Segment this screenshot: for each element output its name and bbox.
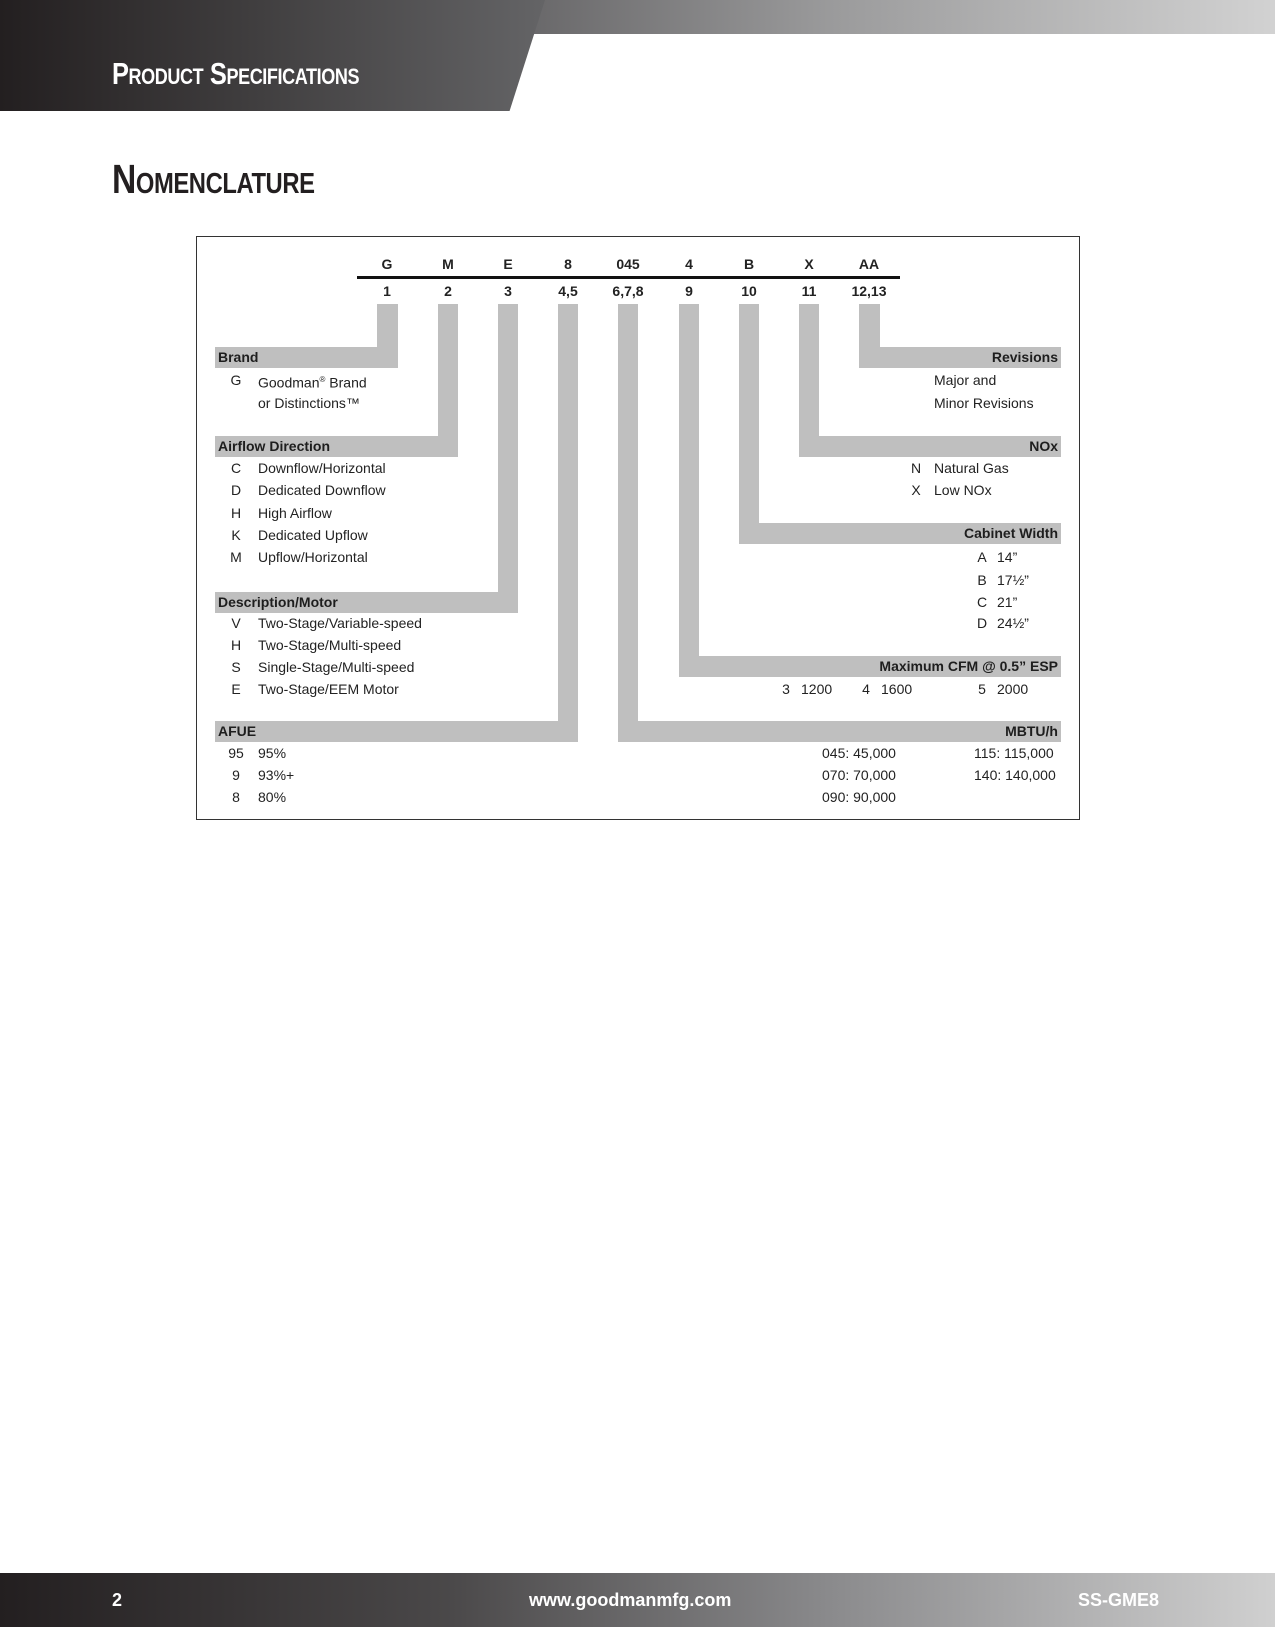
airflow-label: Dedicated Upflow <box>258 527 368 543</box>
afue-label: 93%+ <box>258 767 295 783</box>
airflow-label: Upflow/Horizontal <box>258 549 368 565</box>
motor-header: Description/Motor <box>215 592 518 613</box>
page-number: 2 <box>112 1590 123 1610</box>
mbtu-header: MBTU/h <box>618 721 1061 742</box>
cabinet-code: C <box>976 594 988 610</box>
cabinet-code: A <box>977 549 987 565</box>
code-position: 1 <box>383 283 391 299</box>
mbtu-value: 045: 45,000 <box>822 745 896 761</box>
airflow-header: Airflow Direction <box>215 436 458 457</box>
revisions-line-2: Minor Revisions <box>934 395 1034 411</box>
registered-mark: ® <box>319 375 326 384</box>
brand-name: Goodman <box>258 374 320 391</box>
brand-line-1 <box>258 371 367 392</box>
cabinet-header: Cabinet Width <box>739 523 1061 544</box>
motor-code: E <box>231 681 241 697</box>
header-title: Product Specifications <box>112 56 360 91</box>
brand-code: G <box>230 372 242 388</box>
cfm-code: 4 <box>862 681 870 697</box>
code-letter: 8 <box>564 256 572 272</box>
code-letter: X <box>804 256 814 272</box>
cabinet-label: 14” <box>997 549 1018 565</box>
cabinet-code: B <box>977 572 987 588</box>
mbtu-value: 115: 115,000 <box>974 745 1054 761</box>
nox-label: Natural Gas <box>934 460 1009 476</box>
motor-code: H <box>230 637 242 653</box>
code-position: 4,5 <box>558 283 578 299</box>
airflow-code: H <box>230 505 242 521</box>
motor-label: Two-Stage/EEM Motor <box>258 681 399 697</box>
brand-line-2: or Distinctions™ <box>258 395 360 411</box>
afue-header: AFUE <box>215 721 578 742</box>
connector-mbtu <box>618 304 638 721</box>
code-letter: E <box>503 256 513 272</box>
motor-label: Two-Stage/Variable-speed <box>258 615 422 631</box>
afue-code: 8 <box>232 789 240 805</box>
airflow-label: High Airflow <box>258 505 332 521</box>
document-id: SS-GME8 <box>1078 1590 1160 1610</box>
afue-label: 80% <box>258 789 287 805</box>
motor-label: Single-Stage/Multi-speed <box>258 659 415 675</box>
section-title: Nomenclature <box>112 156 315 202</box>
cfm-label: 1200 <box>801 681 833 697</box>
cabinet-label: 21” <box>997 594 1018 610</box>
mbtu-value: 070: 70,000 <box>822 767 896 783</box>
code-position: 10 <box>741 283 757 299</box>
cfm-code: 3 <box>782 681 790 697</box>
airflow-code: M <box>230 549 242 565</box>
code-underline <box>357 276 900 279</box>
motor-code: S <box>231 659 241 675</box>
cfm-label: 1600 <box>881 681 913 697</box>
mbtu-value: 090: 90,000 <box>822 789 896 805</box>
connector-airflow <box>438 304 458 436</box>
brand-suffix: Brand <box>325 374 367 391</box>
afue-label: 95% <box>258 745 287 761</box>
nox-label: Low NOx <box>934 482 992 498</box>
cfm-header: Maximum CFM @ 0.5” ESP <box>679 656 1061 677</box>
afue-code: 9 <box>232 767 240 783</box>
code-position: 2 <box>444 283 452 299</box>
cabinet-label: 24½” <box>997 615 1029 631</box>
nox-code: N <box>910 460 922 476</box>
code-letter: 4 <box>685 256 693 272</box>
motor-code: V <box>231 615 241 631</box>
nox-header: NOx <box>799 436 1061 457</box>
cfm-label: 2000 <box>997 681 1029 697</box>
airflow-code: D <box>230 482 242 498</box>
code-letter: AA <box>858 256 880 272</box>
revisions-line-1: Major and <box>934 372 997 388</box>
connector-cabinet <box>739 304 759 523</box>
nox-code: X <box>911 482 921 498</box>
revisions-header: Revisions <box>859 347 1061 368</box>
connector-cfm <box>679 304 699 656</box>
afue-code: 95 <box>228 745 244 761</box>
mbtu-value: 140: 140,000 <box>974 767 1056 783</box>
airflow-label: Dedicated Downflow <box>258 482 386 498</box>
airflow-code: C <box>230 460 242 476</box>
code-position: 12,13 <box>851 283 887 299</box>
code-position: 3 <box>504 283 512 299</box>
code-letter: 045 <box>616 256 640 272</box>
code-position: 9 <box>685 283 693 299</box>
airflow-code: K <box>231 527 241 543</box>
code-letter: M <box>442 256 454 272</box>
connector-nox <box>799 304 819 436</box>
airflow-label: Downflow/Horizontal <box>258 460 386 476</box>
cfm-code: 5 <box>978 681 986 697</box>
brand-header: Brand <box>215 347 398 368</box>
motor-label: Two-Stage/Multi-speed <box>258 637 402 653</box>
code-position: 11 <box>801 283 817 299</box>
connector-brand <box>377 304 398 347</box>
connector-motor <box>498 304 518 592</box>
footer-url[interactable]: www.goodmanmfg.com <box>529 1590 732 1610</box>
code-letter: G <box>381 256 393 272</box>
code-letter: B <box>743 256 755 272</box>
connector-afue <box>558 304 578 721</box>
cabinet-code: D <box>976 615 988 631</box>
connector-revisions <box>859 304 880 347</box>
cabinet-label: 17½” <box>997 572 1029 588</box>
code-position: 6,7,8 <box>612 283 644 299</box>
